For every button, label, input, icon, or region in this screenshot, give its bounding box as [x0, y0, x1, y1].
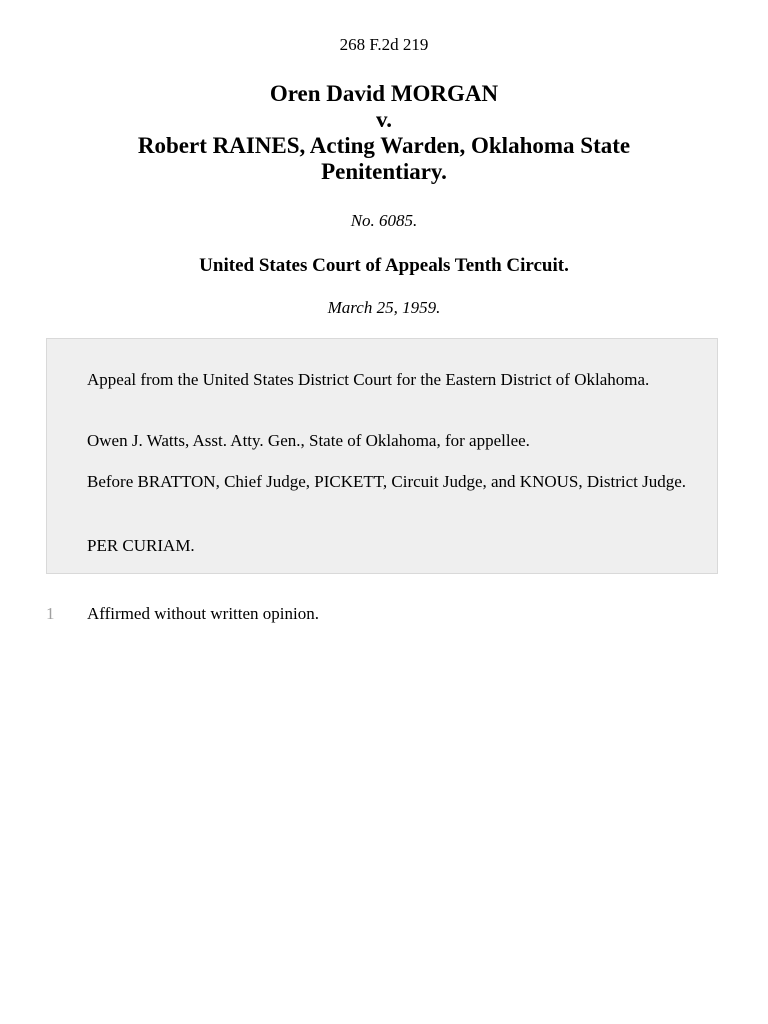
respondent-name-line2: Penitentiary.: [321, 159, 447, 184]
petitioner-name: Oren David MORGAN: [269, 81, 499, 106]
docket-number: No. 6085.: [350, 211, 418, 230]
counsel-info: Owen J. Watts, Asst. Atty. Gen., State of Oklahoma, for appellee.: [87, 431, 530, 450]
versus-label: v.: [376, 107, 392, 132]
court-name: United States Court of Appeals Tenth Circuit.: [199, 255, 569, 276]
case-title: [84, 81, 684, 185]
per-curiam-label: PER CURIAM.: [87, 536, 195, 555]
decision-date: March 25, 1959.: [327, 298, 441, 317]
case-info-box: [46, 338, 718, 574]
paragraph-number: 1: [46, 604, 55, 623]
case-citation: 268 F.2d 219: [339, 35, 429, 54]
respondent-name-line1: Robert RAINES, Acting Warden, Oklahoma State: [137, 133, 631, 158]
judges-panel: Before BRATTON, Chief Judge, PICKETT, Circuit Judge, and KNOUS, District Judge.: [87, 472, 687, 491]
paragraph-text: Affirmed without written opinion.: [87, 604, 319, 623]
appeal-origin: Appeal from the United States District Court for the Eastern District of Oklahoma.: [87, 370, 650, 389]
